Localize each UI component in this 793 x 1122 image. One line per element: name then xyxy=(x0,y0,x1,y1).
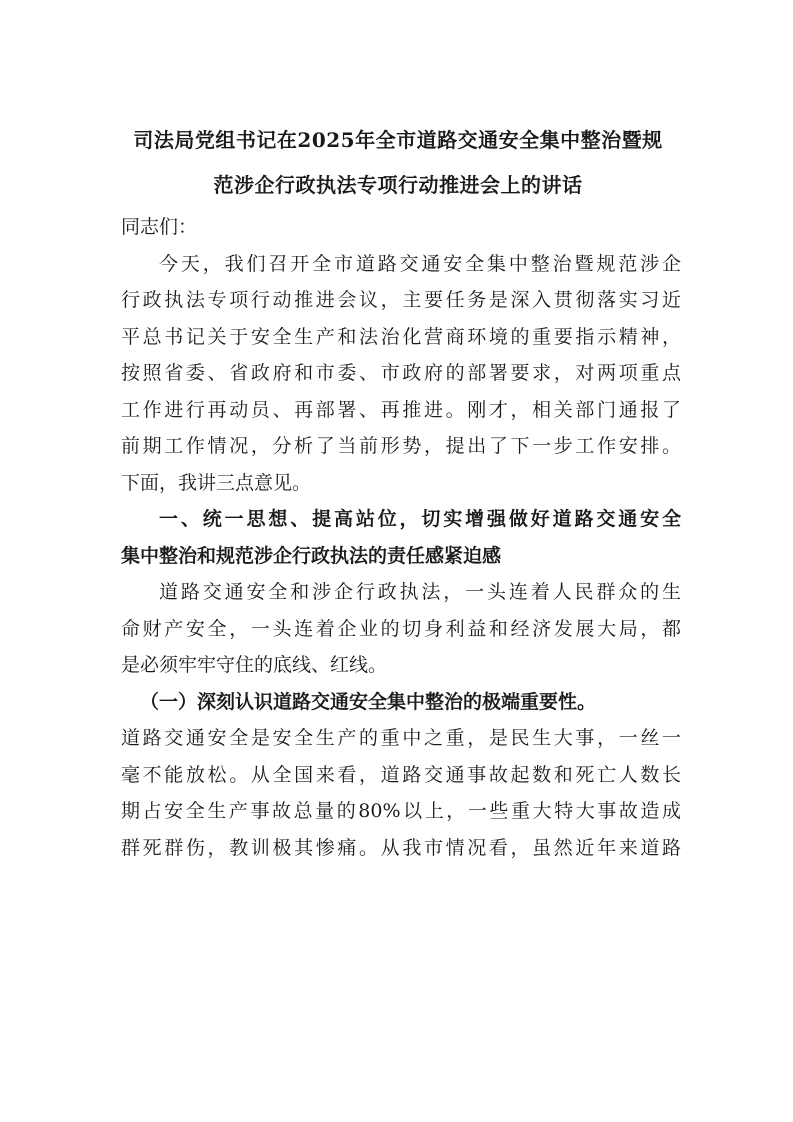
intro-line: 行政执法专项行动推进会议，主要任务是深入贯彻落实习近 xyxy=(121,289,681,311)
title-line-1: 司法局党组书记在2025年全市道路交通安全集中整治暨规 xyxy=(133,128,663,152)
document-title xyxy=(118,118,678,208)
section-paragraph-line: 道路交通安全和涉企行政执法，一头连着人民群众的生 xyxy=(159,581,681,603)
subsection-paragraph-line: 道路交通安全是安全生产的重中之重，是民生大事，一丝一 xyxy=(121,727,681,749)
section-paragraph-line: 命财产安全，一头连着企业的切身利益和经济发展大局，都 xyxy=(121,617,681,640)
document-body xyxy=(121,209,681,866)
intro-line: 按照省委、省政府和市委、市政府的部署要求，对两项重点 xyxy=(121,362,681,384)
subsection-heading: （一）深刻认识道路交通安全集中整治的极端重要性。 xyxy=(140,690,597,713)
section-heading: 集中整治和规范涉企行政执法的责任感紧迫感 xyxy=(121,544,502,567)
intro-line: 平总书记关于安全生产和法治化营商环境的重要指示精神， xyxy=(121,325,681,348)
subsection-paragraph-line: 毫不能放松。从全国来看，道路交通事故起数和死亡人数长 xyxy=(121,763,681,786)
section-paragraph-line: 是必须牢牢守住的底线、红线。 xyxy=(121,654,388,676)
subsection-paragraph-line: 期占安全生产事故总量的80%以上，一些重大特大事故造成 xyxy=(121,800,681,822)
salutation: 同志们： xyxy=(121,216,198,238)
intro-line: 今天，我们召开全市道路交通安全集中整治暨规范涉企 xyxy=(159,252,681,275)
intro-line: 下面，我讲三点意见。 xyxy=(121,471,312,494)
section-heading: 一、统一思想、提高站位，切实增强做好道路交通安全 xyxy=(159,508,681,530)
title-line-2: 范涉企行政执法专项行动推进会上的讲话 xyxy=(213,173,583,197)
intro-line: 前期工作情况，分析了当前形势，提出了下一步工作安排。 xyxy=(121,435,681,457)
intro-line: 工作进行再动员、再部署、再推进。刚才，相关部门通报了 xyxy=(121,398,681,421)
subsection-paragraph-line: 群死群伤，教训极其惨痛。从我市情况看，虽然近年来道路 xyxy=(121,836,681,859)
